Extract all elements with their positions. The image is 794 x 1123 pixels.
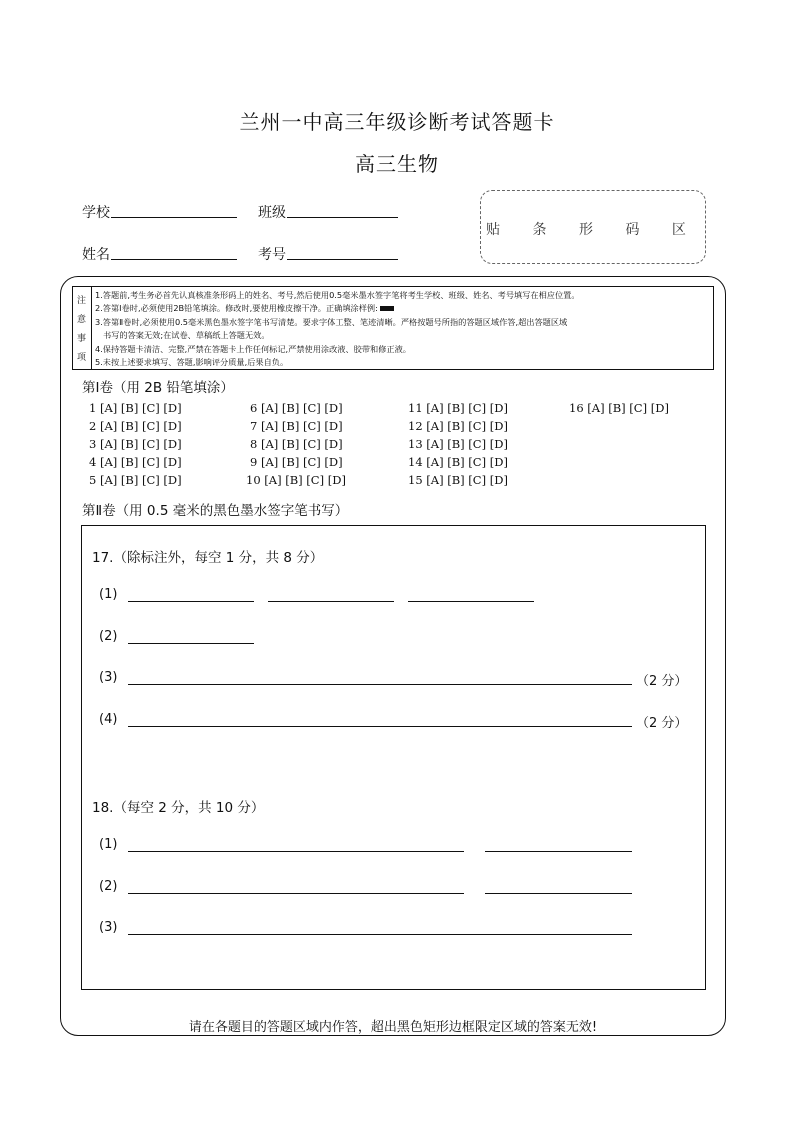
name-field[interactable] bbox=[111, 258, 237, 260]
mc-question[interactable]: 5 [A] [B] [C] [D] bbox=[89, 473, 182, 487]
q17-sub1-label: (1) bbox=[99, 587, 118, 602]
q18-sub2-label: (2) bbox=[99, 879, 118, 894]
q17-sub1-blank-c[interactable] bbox=[408, 600, 534, 602]
footer-warning: 请在各题目的答题区域内作答，超出黑色矩形边框限定区域的答案无效! bbox=[188, 1020, 598, 1035]
q17-sub3-points: （2 分） bbox=[636, 674, 688, 689]
answer-box bbox=[81, 525, 706, 990]
exam-no-field[interactable] bbox=[287, 258, 398, 260]
q17-sub2-blank[interactable] bbox=[128, 642, 254, 644]
q17-sub4-blank[interactable] bbox=[128, 725, 632, 727]
barcode-label: 贴 条 形 码 区 bbox=[486, 222, 700, 238]
notice-line: 1.答题前,考生务必首先认真核准条形码上的姓名、考号,然后使用0.5毫米墨水签字笔将考生学校、班级、姓名、考号填写在相应位置。 bbox=[95, 290, 580, 300]
notice-line: 3.答第Ⅱ卷时,必须使用0.5毫米黑色墨水签字笔书写清楚。要求字体工整、笔迹清晰。严格按题号所指的答题区域作答,超出答题区域 bbox=[95, 316, 568, 327]
mc-question[interactable]: 12 [A] [B] [C] [D] bbox=[408, 419, 508, 433]
q18-sub1-label: (1) bbox=[99, 837, 118, 852]
page-title: 兰州一中高三年级诊断考试答题卡 bbox=[239, 110, 555, 134]
q17-sub4-points: （2 分） bbox=[636, 716, 688, 731]
mc-question[interactable]: 2 [A] [B] [C] [D] bbox=[89, 419, 182, 433]
mc-question[interactable]: 16 [A] [B] [C] [D] bbox=[569, 401, 669, 415]
mc-question[interactable]: 9 [A] [B] [C] [D] bbox=[250, 455, 343, 469]
mc-question[interactable]: 11 [A] [B] [C] [D] bbox=[408, 401, 508, 415]
notice-char: 事 bbox=[76, 334, 86, 344]
mc-question[interactable]: 7 [A] [B] [C] [D] bbox=[250, 419, 343, 433]
notice-char: 意 bbox=[76, 315, 86, 325]
q17-sub4-label: (4) bbox=[99, 712, 118, 727]
class-field[interactable] bbox=[287, 216, 398, 218]
q17-sub3-blank[interactable] bbox=[128, 683, 632, 685]
notice-line: 5.未按上述要求填写、答题,影响评分质量,后果自负。 bbox=[95, 357, 289, 368]
notice-label bbox=[72, 286, 92, 370]
mc-question[interactable]: 8 [A] [B] [C] [D] bbox=[250, 437, 343, 451]
mc-question[interactable]: 6 [A] [B] [C] [D] bbox=[250, 401, 343, 415]
q17-sub1-blank-a[interactable] bbox=[128, 600, 254, 602]
q18-sub2-blank-b[interactable] bbox=[485, 892, 632, 894]
class-label: 班级 bbox=[258, 205, 286, 221]
notice-char: 注 bbox=[76, 296, 86, 306]
q18-sub3-label: (3) bbox=[99, 920, 118, 935]
section2-heading: 第Ⅱ卷（用 0.5 毫米的黑色墨水签字笔书写） bbox=[82, 503, 349, 519]
q17-sub2-label: (2) bbox=[99, 629, 118, 644]
q17-sub1-blank-b[interactable] bbox=[268, 600, 394, 602]
mc-question[interactable]: 1 [A] [B] [C] [D] bbox=[89, 401, 182, 415]
q18-sub2-blank-a[interactable] bbox=[128, 892, 464, 894]
q18-sub1-blank-b[interactable] bbox=[485, 850, 632, 852]
subject-title: 高三生物 bbox=[355, 152, 439, 176]
q18-title: 18.（每空 2 分，共 10 分） bbox=[92, 800, 265, 816]
mc-question[interactable]: 4 [A] [B] [C] [D] bbox=[89, 455, 182, 469]
notice-line: 4.保持答题卡清洁、完整,严禁在答题卡上作任何标记,严禁使用涂改液、胶带和修正液。 bbox=[95, 343, 411, 354]
filled-sample-icon bbox=[380, 306, 394, 311]
mc-question[interactable]: 10 [A] [B] [C] [D] bbox=[246, 473, 346, 487]
q18-sub1-blank-a[interactable] bbox=[128, 850, 464, 852]
name-label: 姓名 bbox=[82, 247, 110, 263]
q18-sub3-blank[interactable] bbox=[128, 933, 632, 935]
notice-char: 项 bbox=[76, 353, 86, 363]
section1-heading: 第Ⅰ卷（用 2B 铅笔填涂） bbox=[82, 380, 234, 396]
q17-sub3-label: (3) bbox=[99, 670, 118, 685]
mc-question[interactable]: 3 [A] [B] [C] [D] bbox=[89, 437, 182, 451]
exam-no-label: 考号 bbox=[258, 247, 286, 263]
notice-text bbox=[95, 289, 711, 369]
school-field[interactable] bbox=[111, 216, 237, 218]
mc-question[interactable]: 15 [A] [B] [C] [D] bbox=[408, 473, 508, 487]
school-label: 学校 bbox=[82, 205, 110, 221]
notice-line: 2.答第Ⅰ卷时,必须使用2B铅笔填涂。修改时,要使用橡皮擦干净。正确填涂样例: bbox=[95, 302, 711, 315]
q17-title: 17.（除标注外，每空 1 分，共 8 分） bbox=[92, 550, 324, 566]
notice-line: 书写的答案无效;在试卷、草稿纸上答题无效。 bbox=[103, 330, 270, 341]
mc-question[interactable]: 14 [A] [B] [C] [D] bbox=[408, 455, 508, 469]
mc-question[interactable]: 13 [A] [B] [C] [D] bbox=[408, 437, 508, 451]
